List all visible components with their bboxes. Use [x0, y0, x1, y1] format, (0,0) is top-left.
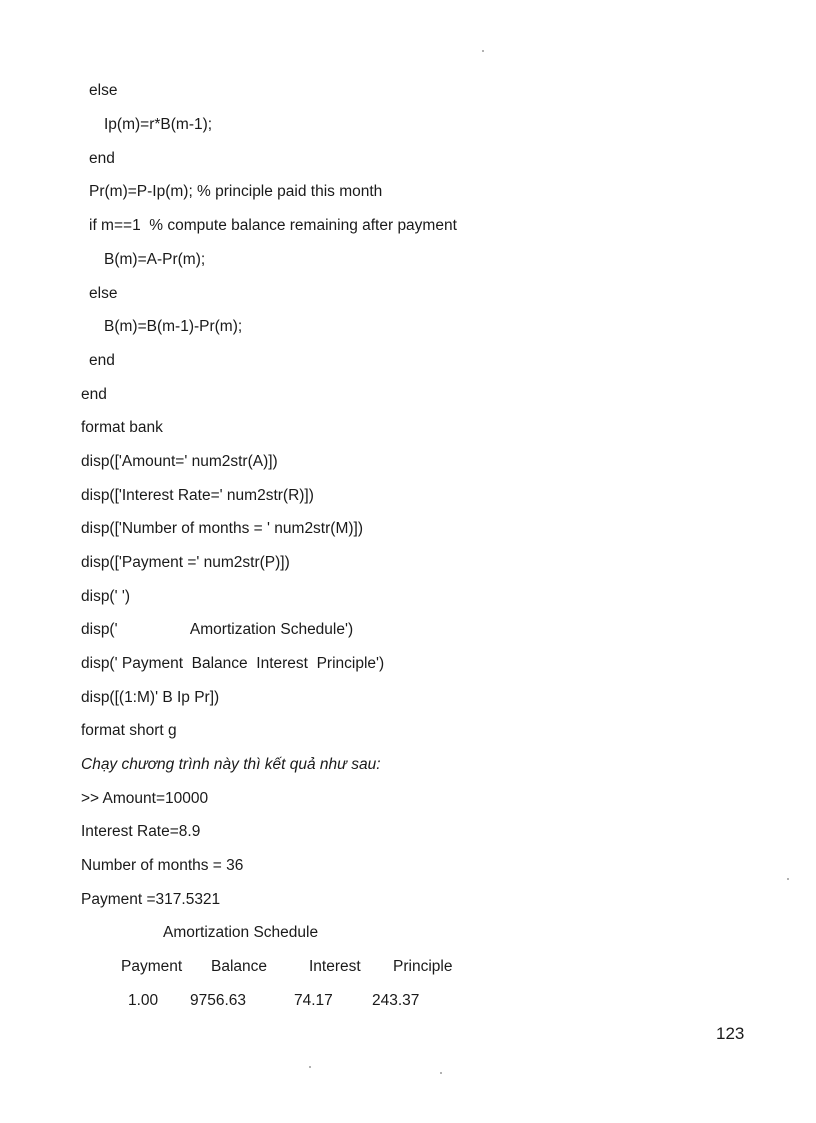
schedule-header-principle: Principle: [393, 958, 453, 975]
code-line: end: [89, 352, 115, 369]
schedule-title: Amortization Schedule: [163, 924, 319, 941]
code-line: if m==1 % compute balance remaining after payment: [89, 217, 457, 234]
code-line: format bank: [81, 419, 163, 436]
code-line: Ip(m)=r*B(m-1);: [104, 116, 213, 133]
schedule-cell: 1.00: [128, 992, 159, 1009]
scan-speck: [440, 1072, 442, 1074]
code-line: B(m)=B(m-1)-Pr(m);: [104, 318, 243, 335]
page-number: 123: [716, 1024, 745, 1043]
code-line: Pr(m)=P-Ip(m); % principle paid this month: [89, 183, 383, 200]
code-line: end: [89, 150, 115, 167]
schedule-header-payment: Payment: [121, 958, 183, 975]
code-line: disp(['Number of months = ' num2str(M)]): [81, 520, 363, 537]
schedule-cell: 74.17: [294, 992, 333, 1009]
schedule-header-balance: Balance: [211, 958, 268, 975]
scan-speck: [309, 1066, 311, 1068]
code-line: disp(['Interest Rate=' num2str(R)]): [81, 487, 314, 504]
code-line: disp(' Amortization Schedule'): [81, 621, 354, 638]
code-line: B(m)=A-Pr(m);: [104, 251, 206, 268]
code-line: end: [81, 386, 107, 403]
result-caption: Chạy chương trình này thì kết quả như sau:: [81, 756, 381, 773]
output-line: Payment =317.5321: [81, 891, 221, 908]
code-line: disp(['Payment =' num2str(P)]): [81, 554, 290, 571]
scan-speck: [787, 878, 789, 880]
code-line: disp([(1:M)' B Ip Pr]): [81, 689, 220, 706]
schedule-cell: 9756.63: [190, 992, 247, 1009]
scan-speck: [482, 50, 484, 52]
output-line: Number of months = 36: [81, 857, 244, 874]
code-line: else: [89, 285, 118, 302]
code-line: format short g: [81, 722, 177, 739]
output-line: >> Amount=10000: [81, 790, 209, 807]
schedule-cell: 243.37: [372, 992, 420, 1009]
schedule-header-interest: Interest: [309, 958, 361, 975]
output-line: Interest Rate=8.9: [81, 823, 201, 840]
code-line: disp(' Payment Balance Interest Principle'): [81, 655, 385, 672]
code-line: disp(' '): [81, 588, 130, 605]
code-line: disp(['Amount=' num2str(A)]): [81, 453, 278, 470]
code-line: else: [89, 82, 118, 99]
